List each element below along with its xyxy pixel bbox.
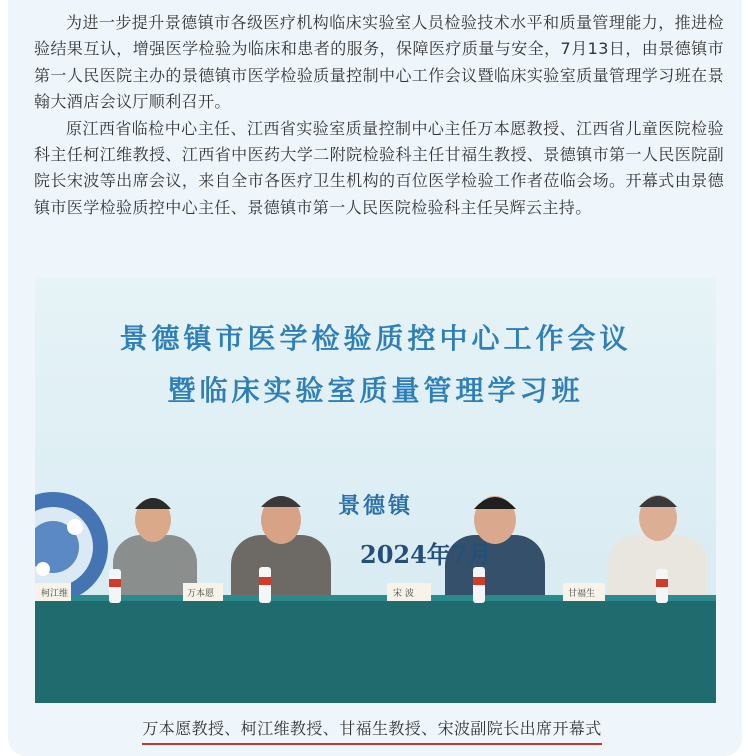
article-body bbox=[34, 10, 724, 221]
banner-title-line2: 暨临床实验室质量管理学习班 bbox=[167, 374, 584, 407]
banner-title-line1: 景德镇市医学检验质控中心工作会议 bbox=[119, 322, 632, 355]
meeting-photo bbox=[35, 277, 716, 703]
nameplate-1-text: 柯江维 bbox=[41, 589, 69, 599]
article-paragraph-1: 为进一步提升景德镇市各级医疗机构临床实验室人员检验技术水平和质量管理能力，推进检验结果互认，增强医学检验为临床和患者的服务，保障医疗质量与安全，7月13日，由景德镇市第一人民医院主办的景德镇市医学检验质量控制中心工作会议暨临床实验室质量管理学习班在景翰大酒店会议厅顺利召开。 bbox=[34, 13, 724, 112]
banner-place: 景德镇 bbox=[337, 494, 413, 519]
article-paragraph-2: 原江西省临检中心主任、江西省实验室质量控制中心主任万本愿教授、江西省儿童医院检验科主任柯江维教授、江西省中医药大学二附院检验科主任甘福生教授、景德镇市第一人民医院副院长宋波等出席会议，来自全市各医疗卫生机构的百位医学检验工作者莅临会场。开幕式由景德镇市医学检验质控中心主任、景德镇市第一人民医院检验科主任吴辉云主持。 bbox=[34, 118, 724, 217]
nameplate-2-text: 万本愿 bbox=[187, 589, 215, 599]
nameplate-3-text: 宋 波 bbox=[393, 589, 414, 599]
nameplate-4-text: 甘福生 bbox=[568, 589, 596, 599]
photo-caption-wrap bbox=[110, 716, 634, 745]
photo-caption: 万本愿教授、柯江维教授、甘福生教授、宋波副院长出席开幕式 bbox=[142, 716, 601, 745]
conference-table bbox=[35, 597, 716, 703]
banner-date: 2024年7月 bbox=[360, 540, 492, 569]
